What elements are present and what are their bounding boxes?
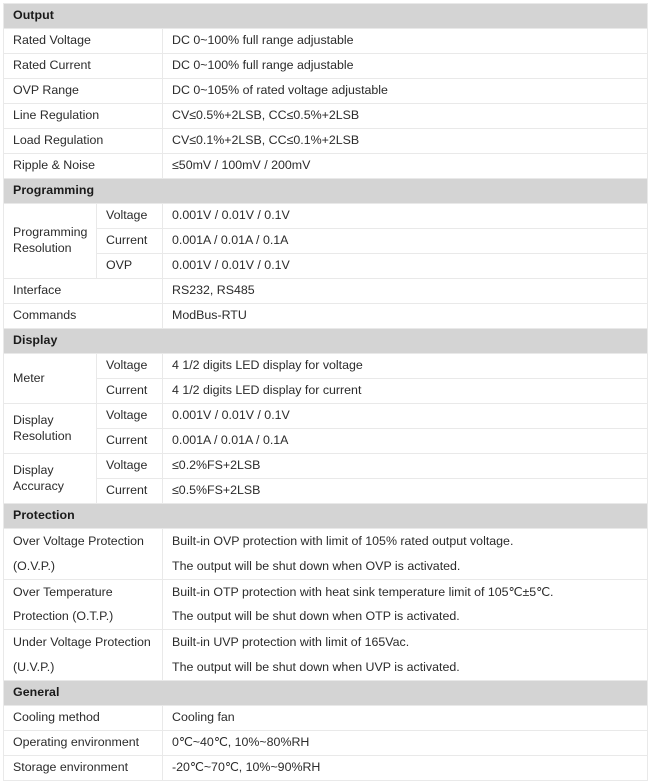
row-label <box>4 579 163 630</box>
group-label-line1: Display <box>13 412 54 427</box>
group-label-display-accuracy <box>4 454 97 504</box>
specifications-table <box>3 3 648 781</box>
table-row <box>4 379 648 404</box>
row-label <box>4 630 163 681</box>
section-title: Programming <box>4 179 648 204</box>
row-label-line2: Protection (O.T.P.) <box>13 609 114 624</box>
sub-label: Voltage <box>97 204 163 229</box>
row-value: CV≤0.1%+2LSB, CC≤0.1%+2LSB <box>163 129 648 154</box>
row-label-line2: (U.V.P.) <box>13 660 55 675</box>
section-header-general <box>4 680 648 705</box>
group-label-meter: Meter <box>4 354 97 404</box>
table-row <box>4 579 648 630</box>
sub-label: Current <box>97 379 163 404</box>
row-value: 0.001V / 0.01V / 0.1V <box>163 404 648 429</box>
row-label-line1: Over Temperature <box>13 584 113 599</box>
row-label: Rated Current <box>4 54 163 79</box>
table-row <box>4 279 648 304</box>
table-row <box>4 630 648 681</box>
row-value: ≤0.5%FS+2LSB <box>163 479 648 504</box>
row-label: Cooling method <box>4 705 163 730</box>
row-label: Load Regulation <box>4 129 163 154</box>
row-label-line1: Under Voltage Protection <box>13 635 151 650</box>
table-row <box>4 79 648 104</box>
group-label-display-resolution <box>4 404 97 454</box>
row-value <box>163 529 648 580</box>
table-row <box>4 730 648 755</box>
row-value: 0.001A / 0.01A / 0.1A <box>163 429 648 454</box>
sub-label: Voltage <box>97 354 163 379</box>
table-row <box>4 129 648 154</box>
row-value: DC 0~100% full range adjustable <box>163 54 648 79</box>
sub-label: Voltage <box>97 404 163 429</box>
row-value: 0℃~40℃, 10%~80%RH <box>163 730 648 755</box>
row-value: ModBus-RTU <box>163 304 648 329</box>
table-row <box>4 204 648 229</box>
row-label-line2: (O.V.P.) <box>13 558 56 573</box>
sub-label: Current <box>97 479 163 504</box>
table-row <box>4 479 648 504</box>
section-title: Protection <box>4 504 648 529</box>
row-value: 4 1/2 digits LED display for voltage <box>163 354 648 379</box>
table-row <box>4 304 648 329</box>
table-row <box>4 429 648 454</box>
table-row <box>4 254 648 279</box>
row-value: Cooling fan <box>163 705 648 730</box>
row-label: Operating environment <box>4 730 163 755</box>
row-label: Line Regulation <box>4 104 163 129</box>
table-row <box>4 354 648 379</box>
row-value <box>163 579 648 630</box>
sub-label: Current <box>97 229 163 254</box>
table-row <box>4 404 648 429</box>
table-row <box>4 229 648 254</box>
group-label-line1: Programming <box>13 225 88 240</box>
section-title: Output <box>4 4 648 29</box>
table-row <box>4 154 648 179</box>
row-value: 4 1/2 digits LED display for current <box>163 379 648 404</box>
row-value: RS232, RS485 <box>163 279 648 304</box>
row-label: Interface <box>4 279 163 304</box>
table-row <box>4 29 648 54</box>
sub-label: OVP <box>97 254 163 279</box>
row-label-line1: Over Voltage Protection <box>13 534 144 548</box>
table-row <box>4 755 648 780</box>
row-value: 0.001A / 0.01A / 0.1A <box>163 229 648 254</box>
sub-label: Current <box>97 429 163 454</box>
group-label-line2: Accuracy <box>13 478 64 493</box>
row-value: ≤50mV / 100mV / 200mV <box>163 154 648 179</box>
row-value: -20℃~70℃, 10%~90%RH <box>163 755 648 780</box>
row-value-line2: The output will be shut down when UVP is activated. <box>172 660 460 675</box>
row-label: Rated Voltage <box>4 29 163 54</box>
row-label <box>4 529 163 580</box>
group-label-line1: Display <box>13 462 54 477</box>
section-header-programming <box>4 179 648 204</box>
row-value: 0.001V / 0.01V / 0.1V <box>163 204 648 229</box>
section-header-display <box>4 329 648 354</box>
row-value-line1: Built-in UVP protection with limit of 165Vac. <box>172 635 410 650</box>
table-row <box>4 104 648 129</box>
row-value: 0.001V / 0.01V / 0.1V <box>163 254 648 279</box>
row-label: Commands <box>4 304 163 329</box>
row-value-line2: The output will be shut down when OVP is activated. <box>172 558 461 573</box>
row-value: CV≤0.5%+2LSB, CC≤0.5%+2LSB <box>163 104 648 129</box>
row-value: ≤0.2%FS+2LSB <box>163 454 648 479</box>
group-label-line2: Resolution <box>13 428 72 443</box>
row-label: Storage environment <box>4 755 163 780</box>
row-value-line2: The output will be shut down when OTP is activated. <box>172 609 460 624</box>
row-value <box>163 630 648 681</box>
row-value: DC 0~100% full range adjustable <box>163 29 648 54</box>
row-value-line1: Built-in OVP protection with limit of 105% rated output voltage. <box>172 534 514 548</box>
table-row <box>4 705 648 730</box>
section-title: Display <box>4 329 648 354</box>
section-header-output <box>4 4 648 29</box>
group-label-line2: Resolution <box>13 241 72 255</box>
row-value-line1: Built-in OTP protection with heat sink temperature limit of 105℃±5℃. <box>172 584 554 599</box>
row-value: DC 0~105% of rated voltage adjustable <box>163 79 648 104</box>
table-row <box>4 529 648 580</box>
sub-label: Voltage <box>97 454 163 479</box>
section-header-protection <box>4 504 648 529</box>
row-label: OVP Range <box>4 79 163 104</box>
section-title: General <box>4 680 648 705</box>
group-label-programming-resolution <box>4 204 97 279</box>
row-label: Ripple & Noise <box>4 154 163 179</box>
table-row <box>4 54 648 79</box>
table-row <box>4 454 648 479</box>
